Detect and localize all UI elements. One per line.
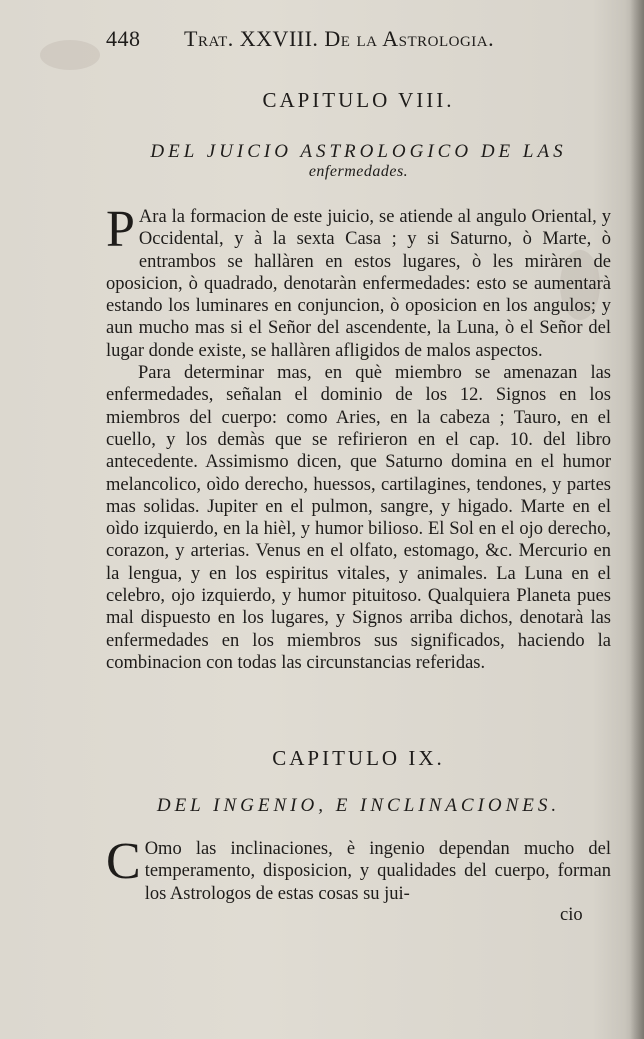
page-number: 448 xyxy=(106,26,141,51)
paragraph-text: Ara la formacion de este juicio, se atiende al angulo Oriental, y Occidental, y à la sexta Casa ; y si Saturno, ò Marte, ò entrambos se hallàren en estos lugares, ò les miràren de oposicion, ò quadrado, denotaràn enfermedades: esto se aumentarà estando los luminares en conjuncion, ò oposicion en los angulos; y aun mucho mas si el Señor del ascendente, la Luna, ò el Señor del lugar donde existe, se hallàren afligidos de malos aspectos. xyxy=(106,207,611,361)
catchword: cio xyxy=(560,905,583,925)
chapter-viii-title: CAPITULO VIII. xyxy=(262,88,455,112)
paragraph: Para determinar mas, en què miembro se amenazan las enfermedades, señalan el dominio de los 12. Signos en los miembros del cuerpo: como Aries, en la cabeza ; Tauro, en el cuello, y los demàs que se refirieron en el cap. 10. del libro antecedente. Assimismo dicen, que Saturno domina en el humor melancolico, oìdo derecho, huessos, cartilagines, tendones, y partes mas solidas. Jupiter en el pulmon, sangre, y higado. Marte en el oìdo izquierdo, en la hièl, y humor bilioso. El Sol en el ojo derecho, corazon, y arterias. Venus en el olfato, estomago, &c. Mercurio en la lengua, y en los espiritus vitales, y animales. La Luna en el celebro, ojo izquierdo, y humor pituitoso. Qualquiera Planeta pues mal dispuesto en los lugares, y Signos arriba dichos, denotarà las enfermedades en los miembros sus significados, haciendo la combinacion con todas las circunstancias referidas. xyxy=(106,363,611,673)
chapter-viii-subtitle: DEL JUICIO ASTROLOGICO DE LAS xyxy=(150,141,567,162)
chapter-ix-subtitle: DEL INGENIO, E INCLINACIONES. xyxy=(156,795,561,816)
paragraph xyxy=(106,201,611,362)
chapter-viii-body xyxy=(106,201,611,726)
drop-cap: C xyxy=(106,833,141,890)
chapter-ix-title: CAPITULO IX. xyxy=(272,746,445,770)
page-header xyxy=(106,26,546,60)
chapter-ix-body xyxy=(106,833,611,930)
drop-cap: P xyxy=(106,201,135,258)
paragraph-text: Omo las inclinaciones, è ingenio dependan mucho del temperamento, disposicion, y qualidades del cuerpo, forman los Astrologos de estas cosas su jui- xyxy=(144,839,611,904)
chapter-viii-subtitle-line2: enfermedades. xyxy=(308,163,409,180)
paragraph xyxy=(106,833,611,905)
paper-stain xyxy=(40,40,100,70)
running-title: Trat. XXVIII. De la Astrologia. xyxy=(184,26,495,51)
page-edge-shadow xyxy=(630,0,644,1039)
